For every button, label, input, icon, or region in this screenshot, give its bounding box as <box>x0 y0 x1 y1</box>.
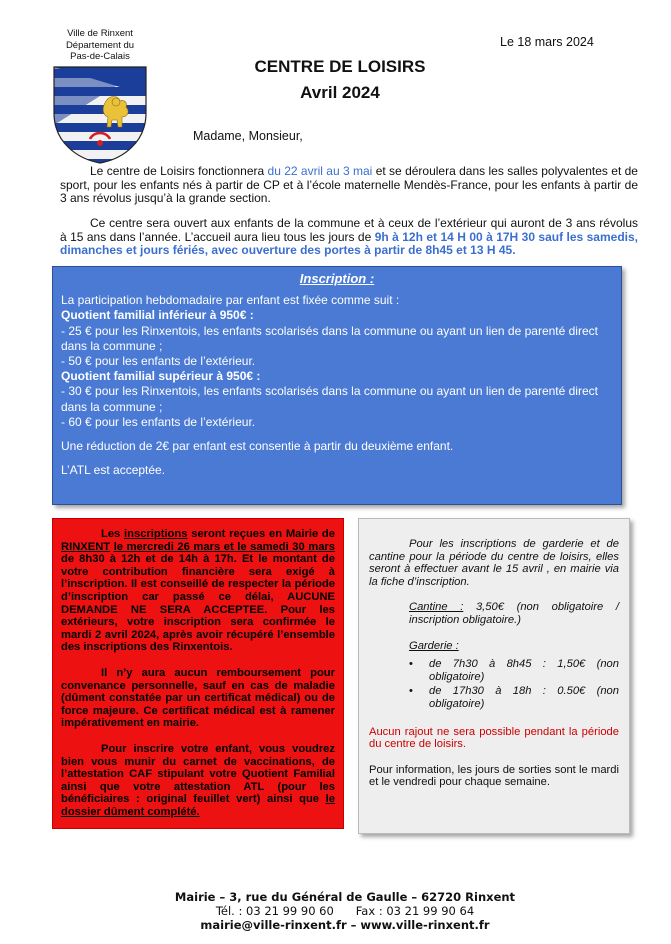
intro-paragraph-1 <box>60 165 638 206</box>
canteen-daycare-box <box>358 518 630 834</box>
document-date: Le 18 mars 2024 <box>500 35 594 49</box>
intro-p2-text: Ce centre sera ouvert aux enfants de la commune et à ceux de l’extérieur qui auront de 3 ans révolus à 15 ans dans l’année. L’accueil aura lieu tous les jours de <box>60 216 638 244</box>
logo-region: Pas-de-Calais <box>70 51 130 62</box>
low-quotient-title: Quotient familial inférieur à 950€ : <box>61 308 254 323</box>
low-quotient-local: - 25 € pour les Rinxentois, les enfants scolarisés dans la commune ou ayant un lien de parenté direct dans la commune ; <box>61 323 598 353</box>
reg-text: Les <box>101 528 125 540</box>
coat-of-arms-icon <box>52 65 148 165</box>
reg-inscriptions: inscriptions <box>124 528 188 540</box>
high-quotient-title: Quotient familial supérieur à 950€ : <box>61 369 261 384</box>
daycare-list <box>369 658 619 710</box>
footer-address: Mairie – 3, rue du Général de Gaulle – 62720 Rinxent <box>174 890 516 904</box>
low-quotient-exterior: - 50 € pour les enfants de l’extérieur. <box>61 354 256 369</box>
reg-dates: le mercredi 26 mars et le samedi 30 mars <box>113 540 336 553</box>
daycare-label: Garderie : <box>409 639 459 652</box>
registration-rules-box <box>52 518 344 829</box>
inscription-box <box>52 266 622 505</box>
salutation: Madame, Monsieur, <box>193 129 303 143</box>
daycare-item-morning: • de 7h30 à 8h45 : 1,50€ (non obligatoire) <box>409 658 619 683</box>
canteen-intro: Pour les inscriptions de garderie et de cantine pour la période du centre de loisirs, elles seront à effectuer avant le 15 avril , en mairie via la fiche d’inscription. <box>369 538 619 588</box>
no-addition-warning: Aucun rajout ne sera possible pendant la période du centre de loisirs. <box>369 725 619 751</box>
documents-paragraph <box>61 743 335 819</box>
inscription-title: Inscription : <box>299 271 375 286</box>
inscription-intro: La participation hebdomadaire par enfant est fixée comme suit : <box>61 293 400 308</box>
intro-p1-dates: du 22 avril au 3 mai <box>267 164 373 178</box>
title-line-1: CENTRE DE LOISIRS <box>254 57 426 76</box>
documents-text: Pour inscrire votre enfant, vous voudrez bien vous munir du carnet de vaccinations, de l’attestation CAF stipulant votre Quotient Familial ainsi que votre attestation ATL (pour les bénéficiaires : original feuillet vert) ainsi que <box>61 742 335 806</box>
document-title <box>200 54 480 106</box>
reg-town: RINXENT <box>61 540 111 553</box>
daycare-item-evening: • de 17h30 à 18h : 0.50€ (non obligatoire) <box>409 685 619 710</box>
documents-complete: le dossier dûment complété. <box>61 793 335 818</box>
atl-note: L’ATL est acceptée. <box>61 463 166 478</box>
footer-phone: Tél. : 03 21 99 90 60 Fax : 03 21 99 90 64 <box>215 904 475 918</box>
intro-p2-hours: 9h à 12h et 14 H 00 à 17H 30 sauf les samedis, dimanches et jours fériés, avec ouverture des portes à partir de 8h45 et 13 H 45. <box>60 229 638 257</box>
reg-text-3: de 8h30 à 12h et de 14h à 17h. Et le montant de votre contribution financière sera exigé à l’inscription. Il est conseillé de respecter la période d’inscription car passé ce délai, AUCUNE DEMANDE NE SERA ACCEPTEE. Pour les extérieurs, votre inscription sera confirmée le mardi 2 avril 2024, après avoir récupéré l’ensemble des inscriptions des Rinxentois. <box>61 553 335 654</box>
logo-block <box>40 28 160 165</box>
outings-info: Pour information, les jours de sorties sont le mardi et le vendredi pour chaque semaine. <box>369 763 619 789</box>
canteen-price <box>369 601 619 626</box>
registration-paragraph <box>61 528 335 654</box>
intro-paragraph-2 <box>60 217 638 258</box>
footer <box>130 890 560 932</box>
reg-text-2: seront reçues en Mairie de <box>187 528 335 540</box>
high-quotient-exterior: - 60 € pour les enfants de l’extérieur. <box>61 414 256 429</box>
logo-town: Ville de Rinxent <box>67 28 133 39</box>
title-line-2: Avril 2024 <box>300 83 380 102</box>
footer-web: mairie@ville-rinxent.fr – www.ville-rinxent.fr <box>200 918 490 932</box>
canteen-price-value: 3,50€ (non obligatoire / inscription obligatoire.) <box>409 601 619 626</box>
refund-paragraph: Il n’y aura aucun remboursement pour convenance personnelle, sauf en cas de maladie (dûment constatée par un certificat médical) ou de force majeure. Ce certificat médical est à ramener impérativement en mairie. <box>61 666 335 730</box>
canteen-label: Cantine : <box>409 601 464 614</box>
high-quotient-local: - 30 € pour les Rinxentois, les enfants scolarisés dans la commune ou ayant un lien de parenté direct dans la commune ; <box>61 384 598 414</box>
intro-p1-text-end: et se déroulera dans les salles polyvalentes et de sport, pour les enfants nés à partir de CP et à l’école maternelle Mendès-France, pour les enfants à partir de 3 ans révolus jusqu’à la grande section. <box>60 164 638 205</box>
logo-department: Département du <box>65 39 135 51</box>
intro-p1-text: Le centre de Loisirs fonctionnera <box>90 164 268 178</box>
reduction-note: Une réduction de 2€ par enfant est consentie à partir du deuxième enfant. <box>61 439 454 454</box>
